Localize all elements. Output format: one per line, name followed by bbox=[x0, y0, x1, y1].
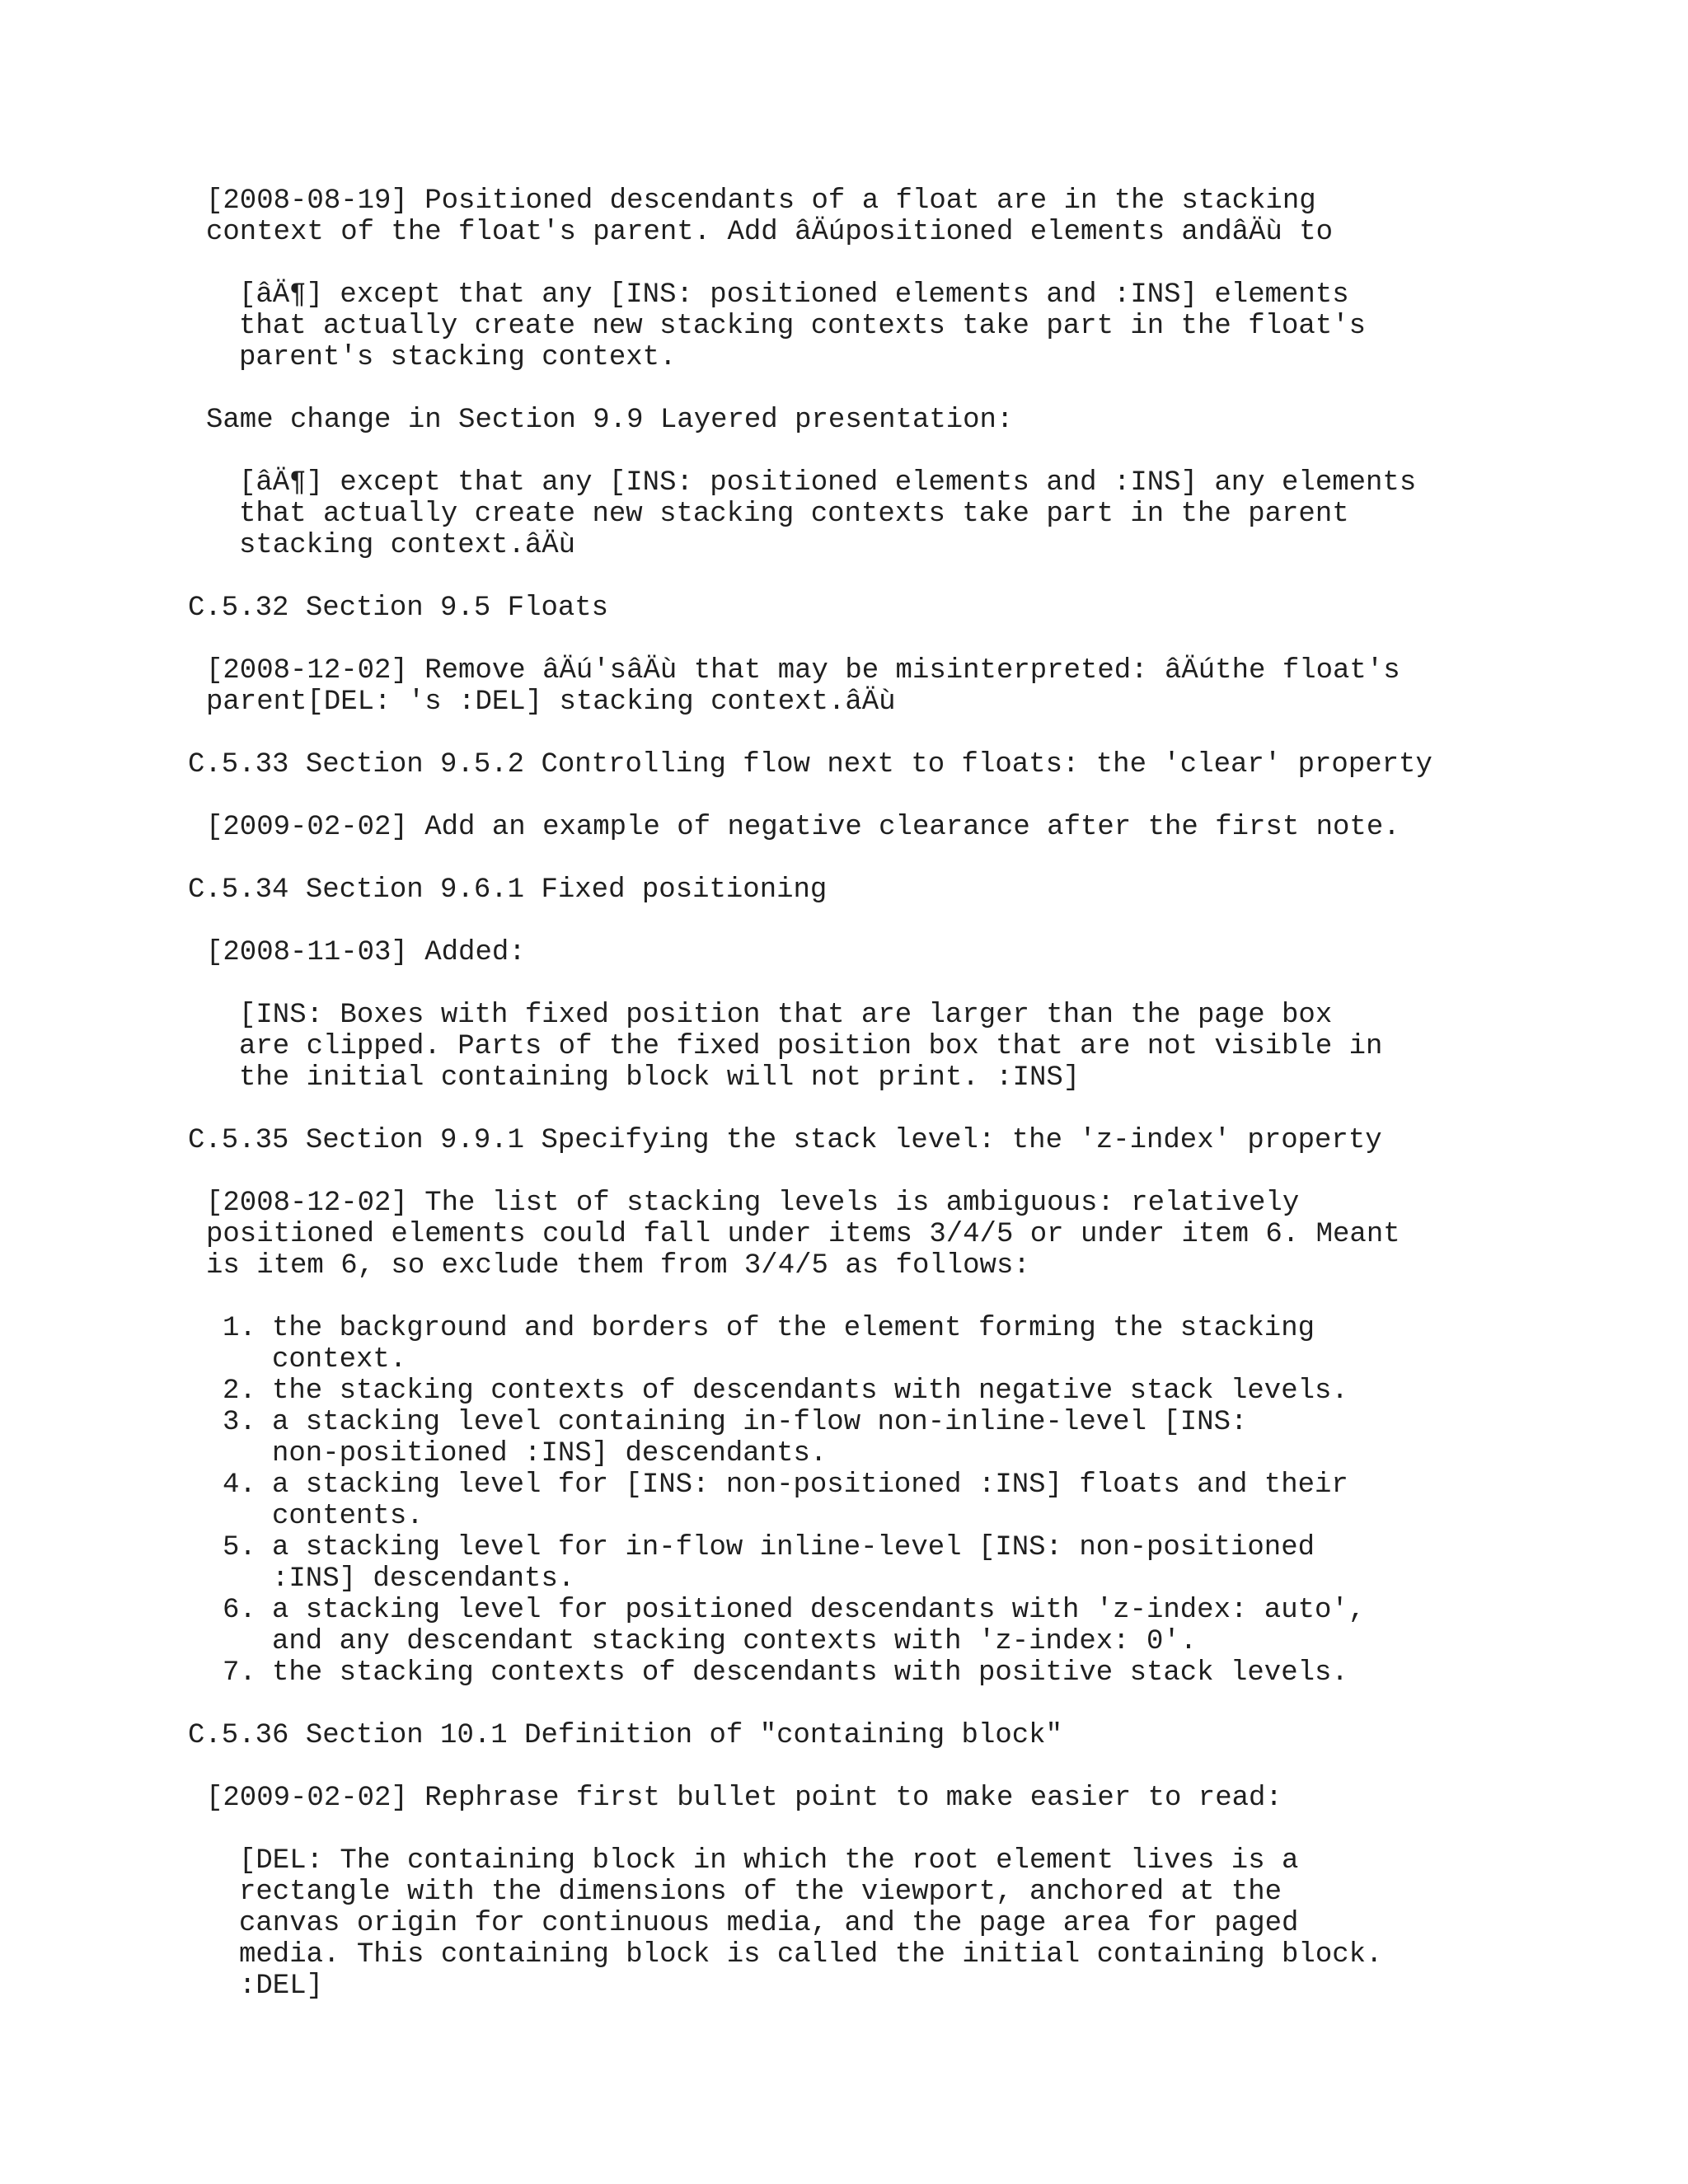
list-item-number: 4. bbox=[223, 1469, 256, 1501]
blockquote-line: rectangle with the dimensions of the viewport, anchored at the bbox=[239, 1877, 1282, 1908]
list-item-text: the stacking contexts of descendants with negative stack levels. bbox=[272, 1376, 1348, 1407]
list-item-number: 5. bbox=[223, 1532, 256, 1563]
section-heading: C.5.35 Section 9.9.1 Specifying the stack level: the 'z-index' property bbox=[188, 1125, 1382, 1156]
list-item-text: the background and borders of the element forming the stacking bbox=[272, 1313, 1315, 1344]
paragraph-line: [2008-12-02] Remove âÄú'sâÄù that may be misinterpreted: âÄúthe float's bbox=[206, 655, 1400, 687]
paragraph-line: [2008-12-02] The list of stacking levels is ambiguous: relatively bbox=[206, 1188, 1300, 1219]
list-item-number: 7. bbox=[223, 1657, 256, 1689]
blockquote-line: :DEL] bbox=[239, 1971, 324, 2002]
blockquote-line: [DEL: The containing block in which the root element lives is a bbox=[239, 1845, 1299, 1877]
blockquote-line: [INS: Boxes with fixed position that are larger than the page box bbox=[239, 1000, 1333, 1031]
paragraph-line: [2008-08-19] Positioned descendants of a float are in the stacking bbox=[206, 185, 1316, 217]
blockquote-line: [âÄ¶] except that any [INS: positioned elements and :INS] elements bbox=[239, 279, 1349, 311]
blockquote-line: the initial containing block will not print. :INS] bbox=[239, 1062, 1081, 1094]
list-item-text: non-positioned :INS] descendants. bbox=[272, 1438, 828, 1469]
section-heading: C.5.33 Section 9.5.2 Controlling flow next to floats: the 'clear' property bbox=[188, 749, 1432, 780]
paragraph-line: parent[DEL: 's :DEL] stacking context.âÄù bbox=[206, 687, 896, 718]
list-item-text: :INS] descendants. bbox=[272, 1563, 575, 1595]
list-item-text: contents. bbox=[272, 1501, 424, 1532]
paragraph-line: positioned elements could fall under items 3/4/5 or under item 6. Meant bbox=[206, 1219, 1400, 1250]
blockquote-line: parent's stacking context. bbox=[239, 342, 677, 373]
blockquote-line: [âÄ¶] except that any [INS: positioned elements and :INS] any elements bbox=[239, 467, 1417, 499]
paragraph-line: is item 6, so exclude them from 3/4/5 as follows: bbox=[206, 1250, 1030, 1282]
list-item-number: 1. bbox=[223, 1313, 256, 1344]
blockquote-line: are clipped. Parts of the fixed position box that are not visible in bbox=[239, 1031, 1383, 1062]
list-item-text: the stacking contexts of descendants with positive stack levels. bbox=[272, 1657, 1348, 1689]
section-heading: C.5.36 Section 10.1 Definition of "containing block" bbox=[188, 1720, 1062, 1751]
blockquote-line: that actually create new stacking contexts take part in the float's bbox=[239, 311, 1367, 342]
list-item-text: a stacking level for [INS: non-positioned :INS] floats and their bbox=[272, 1469, 1348, 1501]
paragraph-line: [2009-02-02] Rephrase first bullet point to make easier to read: bbox=[206, 1783, 1282, 1814]
list-item-number: 2. bbox=[223, 1376, 256, 1407]
blockquote-line: media. This containing block is called the initial containing block. bbox=[239, 1939, 1383, 1971]
section-heading: C.5.34 Section 9.6.1 Fixed positioning bbox=[188, 874, 828, 906]
list-item-number: 3. bbox=[223, 1407, 256, 1438]
list-item-text: a stacking level for in-flow inline-level [INS: non-positioned bbox=[272, 1532, 1315, 1563]
list-item-text: a stacking level for positioned descendants with 'z-index: auto', bbox=[272, 1595, 1366, 1626]
paragraph-line: Same change in Section 9.9 Layered presentation: bbox=[206, 405, 1014, 436]
list-item-text: and any descendant stacking contexts with 'z-index: 0'. bbox=[272, 1626, 1198, 1657]
blockquote-line: that actually create new stacking contexts take part in the parent bbox=[239, 499, 1349, 530]
list-item-text: context. bbox=[272, 1344, 407, 1376]
blockquote-line: stacking context.âÄù bbox=[239, 530, 576, 561]
list-item-number: 6. bbox=[223, 1595, 256, 1626]
paragraph-line: context of the float's parent. Add âÄúpositioned elements andâÄù to bbox=[206, 217, 1334, 248]
paragraph-line: [2008-11-03] Added: bbox=[206, 937, 526, 968]
blockquote-line: canvas origin for continuous media, and the page area for paged bbox=[239, 1908, 1299, 1939]
paragraph-line: [2009-02-02] Add an example of negative clearance after the first note. bbox=[206, 812, 1400, 843]
list-item-text: a stacking level containing in-flow non-inline-level [INS: bbox=[272, 1407, 1248, 1438]
section-heading: C.5.32 Section 9.5 Floats bbox=[188, 593, 609, 624]
